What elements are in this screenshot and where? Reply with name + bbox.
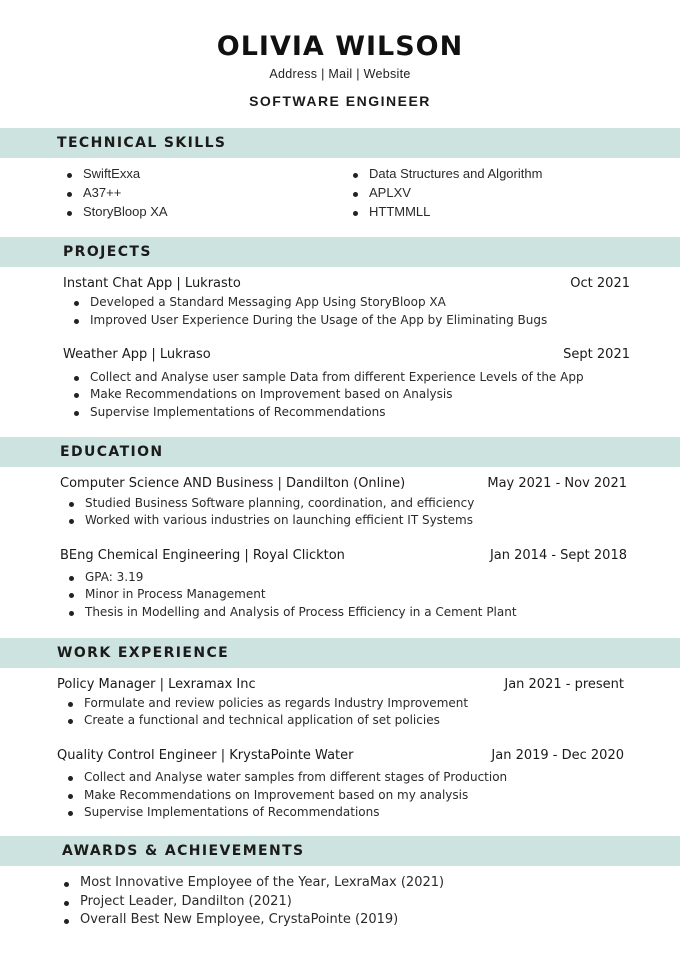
section-title-awards: AWARDS & ACHIEVEMENTS bbox=[62, 843, 305, 859]
education-date: Jan 2014 - Sept 2018 bbox=[489, 548, 627, 563]
skill-item: A37++ bbox=[67, 185, 121, 200]
job-entry-title: Quality Control Engineer | KrystaPointe Water bbox=[57, 748, 354, 763]
job-entry-date: Jan 2019 - Dec 2020 bbox=[491, 748, 624, 763]
project-bullet: Collect and Analyse user sample Data from different Experience Levels of the App bbox=[74, 370, 584, 384]
job-bullet: Create a functional and technical application of set policies bbox=[68, 713, 440, 727]
skill-item: HTTMMLL bbox=[353, 204, 430, 219]
education-bullet: GPA: 3.19 bbox=[69, 570, 143, 584]
award-item: Overall Best New Employee, CrystaPointe (2019) bbox=[64, 912, 398, 927]
skill-item: StoryBloop XA bbox=[67, 204, 168, 219]
skill-item: APLXV bbox=[353, 185, 411, 200]
education-bullet: Thesis in Modelling and Analysis of Process Efficiency in a Cement Plant bbox=[69, 605, 517, 619]
section-band-awards bbox=[0, 836, 680, 866]
education-title: BEng Chemical Engineering | Royal Clickton bbox=[60, 548, 345, 563]
project-bullet: Improved User Experience During the Usage of the App by Eliminating Bugs bbox=[74, 313, 547, 327]
candidate-name: OLIVIA WILSON bbox=[216, 31, 464, 62]
education-bullet: Studied Business Software planning, coordination, and efficiency bbox=[69, 496, 474, 510]
project-bullet: Supervise Implementations of Recommendations bbox=[74, 405, 385, 419]
award-item: Project Leader, Dandilton (2021) bbox=[64, 894, 292, 909]
education-bullet: Worked with various industries on launching efficient IT Systems bbox=[69, 513, 473, 527]
education-bullet: Minor in Process Management bbox=[69, 587, 266, 601]
section-band-projects bbox=[0, 237, 680, 267]
job-bullet: Formulate and review policies as regards Industry Improvement bbox=[68, 696, 468, 710]
section-title-education: EDUCATION bbox=[60, 444, 164, 460]
project-date: Oct 2021 bbox=[570, 276, 630, 291]
contact-line: Address | Mail | Website bbox=[269, 67, 411, 81]
skill-item: Data Structures and Algorithm bbox=[353, 166, 542, 181]
project-title: Weather App | Lukraso bbox=[63, 347, 211, 362]
section-title-projects: PROJECTS bbox=[63, 244, 152, 260]
job-bullet: Make Recommendations on Improvement based on my analysis bbox=[68, 788, 468, 802]
section-title-skills: TECHNICAL SKILLS bbox=[57, 135, 227, 151]
job-bullet: Collect and Analyse water samples from different stages of Production bbox=[68, 770, 507, 784]
education-title: Computer Science AND Business | Dandilton (Online) bbox=[60, 476, 406, 491]
award-item: Most Innovative Employee of the Year, LexraMax (2021) bbox=[64, 875, 444, 890]
skill-item: SwiftExxa bbox=[67, 166, 140, 181]
section-band-education bbox=[0, 437, 680, 467]
project-date: Sept 2021 bbox=[563, 347, 630, 362]
section-title-work: WORK EXPERIENCE bbox=[57, 645, 230, 661]
section-band-work bbox=[0, 638, 680, 668]
job-entry-date: Jan 2021 - present bbox=[504, 677, 624, 692]
project-title: Instant Chat App | Lukrasto bbox=[63, 276, 241, 291]
project-bullet: Make Recommendations on Improvement based on Analysis bbox=[74, 387, 452, 401]
education-date: May 2021 - Nov 2021 bbox=[487, 476, 627, 491]
job-bullet: Supervise Implementations of Recommendations bbox=[68, 805, 379, 819]
section-band-skills bbox=[0, 128, 680, 158]
project-bullet: Developed a Standard Messaging App Using StoryBloop XA bbox=[74, 295, 446, 309]
job-entry-title: Policy Manager | Lexramax Inc bbox=[57, 677, 256, 692]
job-title: SOFTWARE ENGINEER bbox=[249, 93, 431, 109]
